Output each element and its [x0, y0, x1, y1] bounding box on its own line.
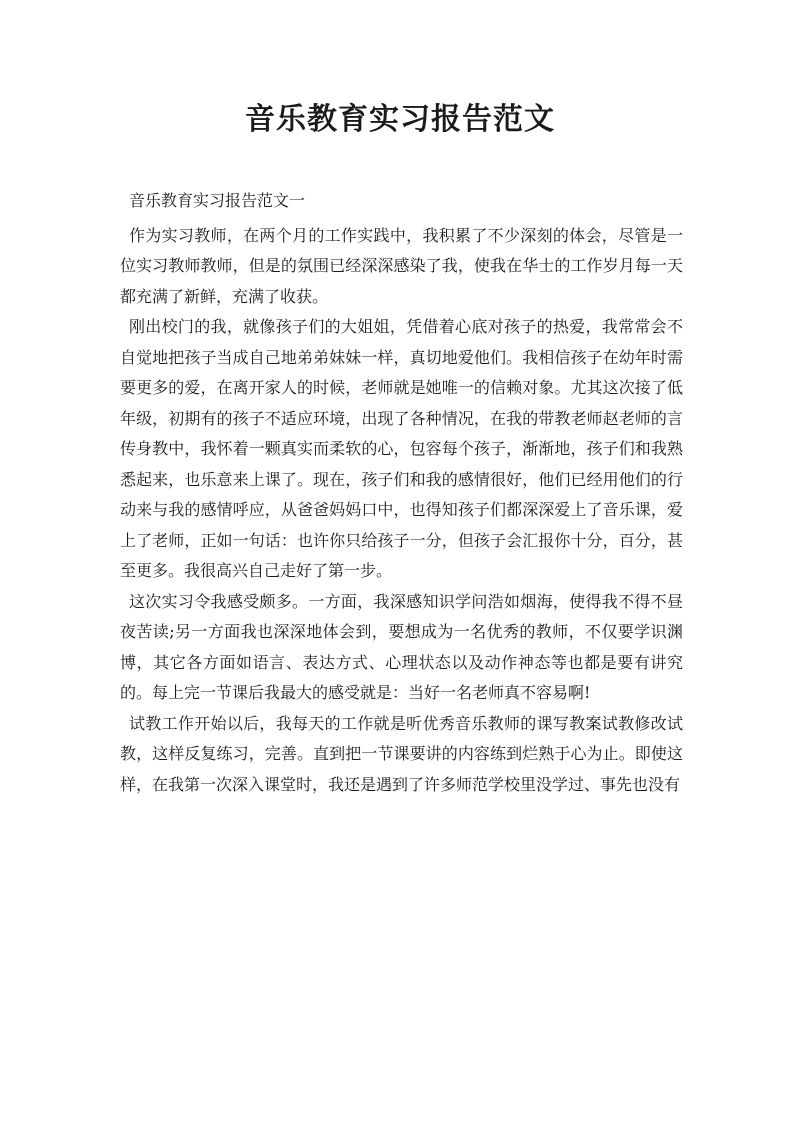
- paragraph: 这次实习令我感受颇多。一方面，我深感知识学问浩如烟海，使得我不得不昼夜苦读;另一方面我也深深地体会到，要想成为一名优秀的教师，不仅要学识渊博，其它各方面如语言、表达方式、心理状态以及动作神态等也都是要有讲究的。每上完一节课后我最大的感受就是：当好一名老师真不容易啊!: [120, 591, 683, 702]
- paragraph: 试教工作开始以后，我每天的工作就是听优秀音乐教师的课写教案试教修改试教，这样反复练习，完善。直到把一节课要讲的内容练到烂熟于心为止。即使这样，在我第一次深入课堂时，我还是遇到了许多师范学校里没学过、事先也没有: [120, 713, 683, 794]
- document-title: 音乐教育实习报告范文: [245, 102, 555, 137]
- section-subheading: 音乐教育实习报告范文一: [129, 191, 306, 210]
- paragraph: 作为实习教师，在两个月的工作实践中，我积累了不少深刻的体会，尽管是一位实习教师教师，但是的氛围已经深深感染了我，使我在华士的工作岁月每一天都充满了新鲜，充满了收获。: [120, 225, 683, 306]
- document-body: [120, 186, 683, 800]
- paragraph: 刚出校门的我，就像孩子们的大姐姐，凭借着心底对孩子的热爱，我常常会不自觉地把孩子当成自己地弟弟妹妹一样，真切地爱他们。我相信孩子在幼年时需要更多的爱，在离开家人的时候，老师就是她唯一的信赖对象。尤其这次接了低年级，初期有的孩子不适应环境，出现了各种情况，在我的带教老师赵老师的言传身教中，我怀着一颗真实而柔软的心，包容每个孩子，渐渐地，孩子们和我熟悉起来，也乐意来上课了。现在，孩子们和我的感情很好，他们已经用他们的行动来与我的感情呼应，从爸爸妈妈口中，也得知孩子们都深深爱上了音乐课，爱上了老师，正如一句话：也许你只给孩子一分，但孩子会汇报你十分，百分，甚至更多。我很高兴自己走好了第一步。: [120, 317, 683, 580]
